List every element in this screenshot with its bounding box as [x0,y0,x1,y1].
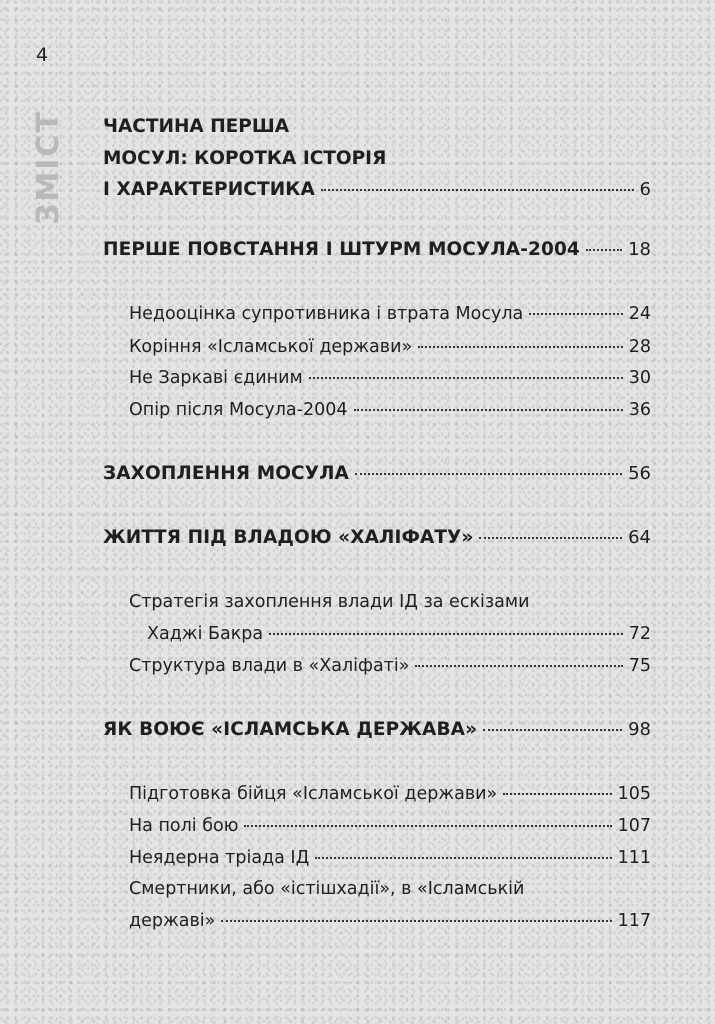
toc-entry-page: 30 [628,368,651,388]
dot-leader [321,189,634,191]
dot-leader [355,473,622,475]
toc-entry-section[interactable] [103,463,651,484]
toc-entry-subsection[interactable] [103,400,651,420]
toc-entry-section[interactable] [103,527,651,548]
dot-leader [244,825,611,827]
toc-entry-title: І ХАРАКТЕРИСТИКА [103,179,315,200]
dot-leader [529,313,622,315]
dot-leader [354,409,623,411]
side-label-text: ЗМІСТ [30,109,66,225]
toc-entry-title: ЯК ВОЮЄ «ІСЛАМСЬКА ДЕРЖАВА» [103,719,478,740]
toc-entry-title: державі» [129,911,216,931]
toc-entry-title: Недооцінка супротивника і втрата Мосула [129,304,524,324]
toc-entry-subsection[interactable] [103,848,651,868]
toc-entry-title-line1[interactable]: Стратегія захоплення влади ІД за ескізами [129,592,530,612]
toc-entry-subsection[interactable] [103,784,651,804]
toc-entry-page: 36 [628,400,651,420]
toc-entry-subsection[interactable] [103,816,651,836]
toc-entry-page: 6 [639,179,651,200]
toc-entry-title: ЗАХОПЛЕННЯ МОСУЛА [103,463,349,484]
toc-entry-title: ЖИТТЯ ПІД ВЛАДОЮ «ХАЛІФАТУ» [103,527,474,548]
toc-entry-title: Не Заркаві єдиним [129,368,303,388]
toc-entry-page: 117 [617,911,651,931]
toc-entry-page: 107 [617,816,651,836]
dot-leader [586,249,622,251]
toc-entry-page: 111 [617,848,651,868]
part-one-heading: ЧАСТИНА ПЕРША [103,116,290,137]
dot-leader [503,793,611,795]
page-number: 4 [36,44,49,66]
toc-entry-title: Коріння «Ісламської держави» [129,337,413,357]
toc-entry-title: Неядерна тріада ІД [129,848,310,868]
toc-entry-title: Хаджі Бакра [147,624,264,644]
toc-entry-subsection[interactable] [103,337,651,357]
toc-entry-page: 98 [628,719,651,740]
toc-entry-subsection[interactable] [103,911,651,931]
toc-entry-page: 56 [628,463,651,484]
toc-entry-page: 105 [617,784,651,804]
dot-leader [269,633,623,635]
toc-entry-title: На полі бою [129,816,239,836]
dot-leader [483,729,622,731]
toc-entry-subsection[interactable] [103,656,651,676]
part-one-title-line1: МОСУЛ: КОРОТКА ІСТОРІЯ [103,148,387,169]
toc-entry-page: 24 [628,304,651,324]
toc-entry-subsection[interactable] [103,304,651,324]
toc-entry-subsection[interactable] [103,368,651,388]
toc-entry-page: 18 [628,239,651,260]
toc-entry-section[interactable] [103,239,651,260]
toc-entry-title: Підготовка бійця «Ісламської держави» [129,784,498,804]
toc-entry-page: 75 [628,656,651,676]
toc-entry-part-one[interactable] [103,179,651,200]
dot-leader [415,665,622,667]
toc-entry-page: 28 [628,337,651,357]
dot-leader [315,857,611,859]
dot-leader [309,377,623,379]
dot-leader [221,920,611,922]
toc-entry-page: 72 [628,624,651,644]
toc-entry-section[interactable] [103,719,651,740]
toc-entry-title-line1[interactable]: Смертники, або «істішхадії», в «Ісламській [129,879,525,899]
toc-entry-title: Опір після Мосула-2004 [129,400,348,420]
dot-leader [418,346,623,348]
toc-entry-title: Структура влади в «Халіфаті» [129,656,410,676]
toc-entry-title: ПЕРШЕ ПОВСТАННЯ І ШТУРМ МОСУЛА-2004 [103,239,580,260]
toc-entry-subsection[interactable] [103,624,651,644]
toc-entry-page: 64 [628,527,651,548]
side-label [28,109,68,225]
dot-leader [479,537,622,539]
